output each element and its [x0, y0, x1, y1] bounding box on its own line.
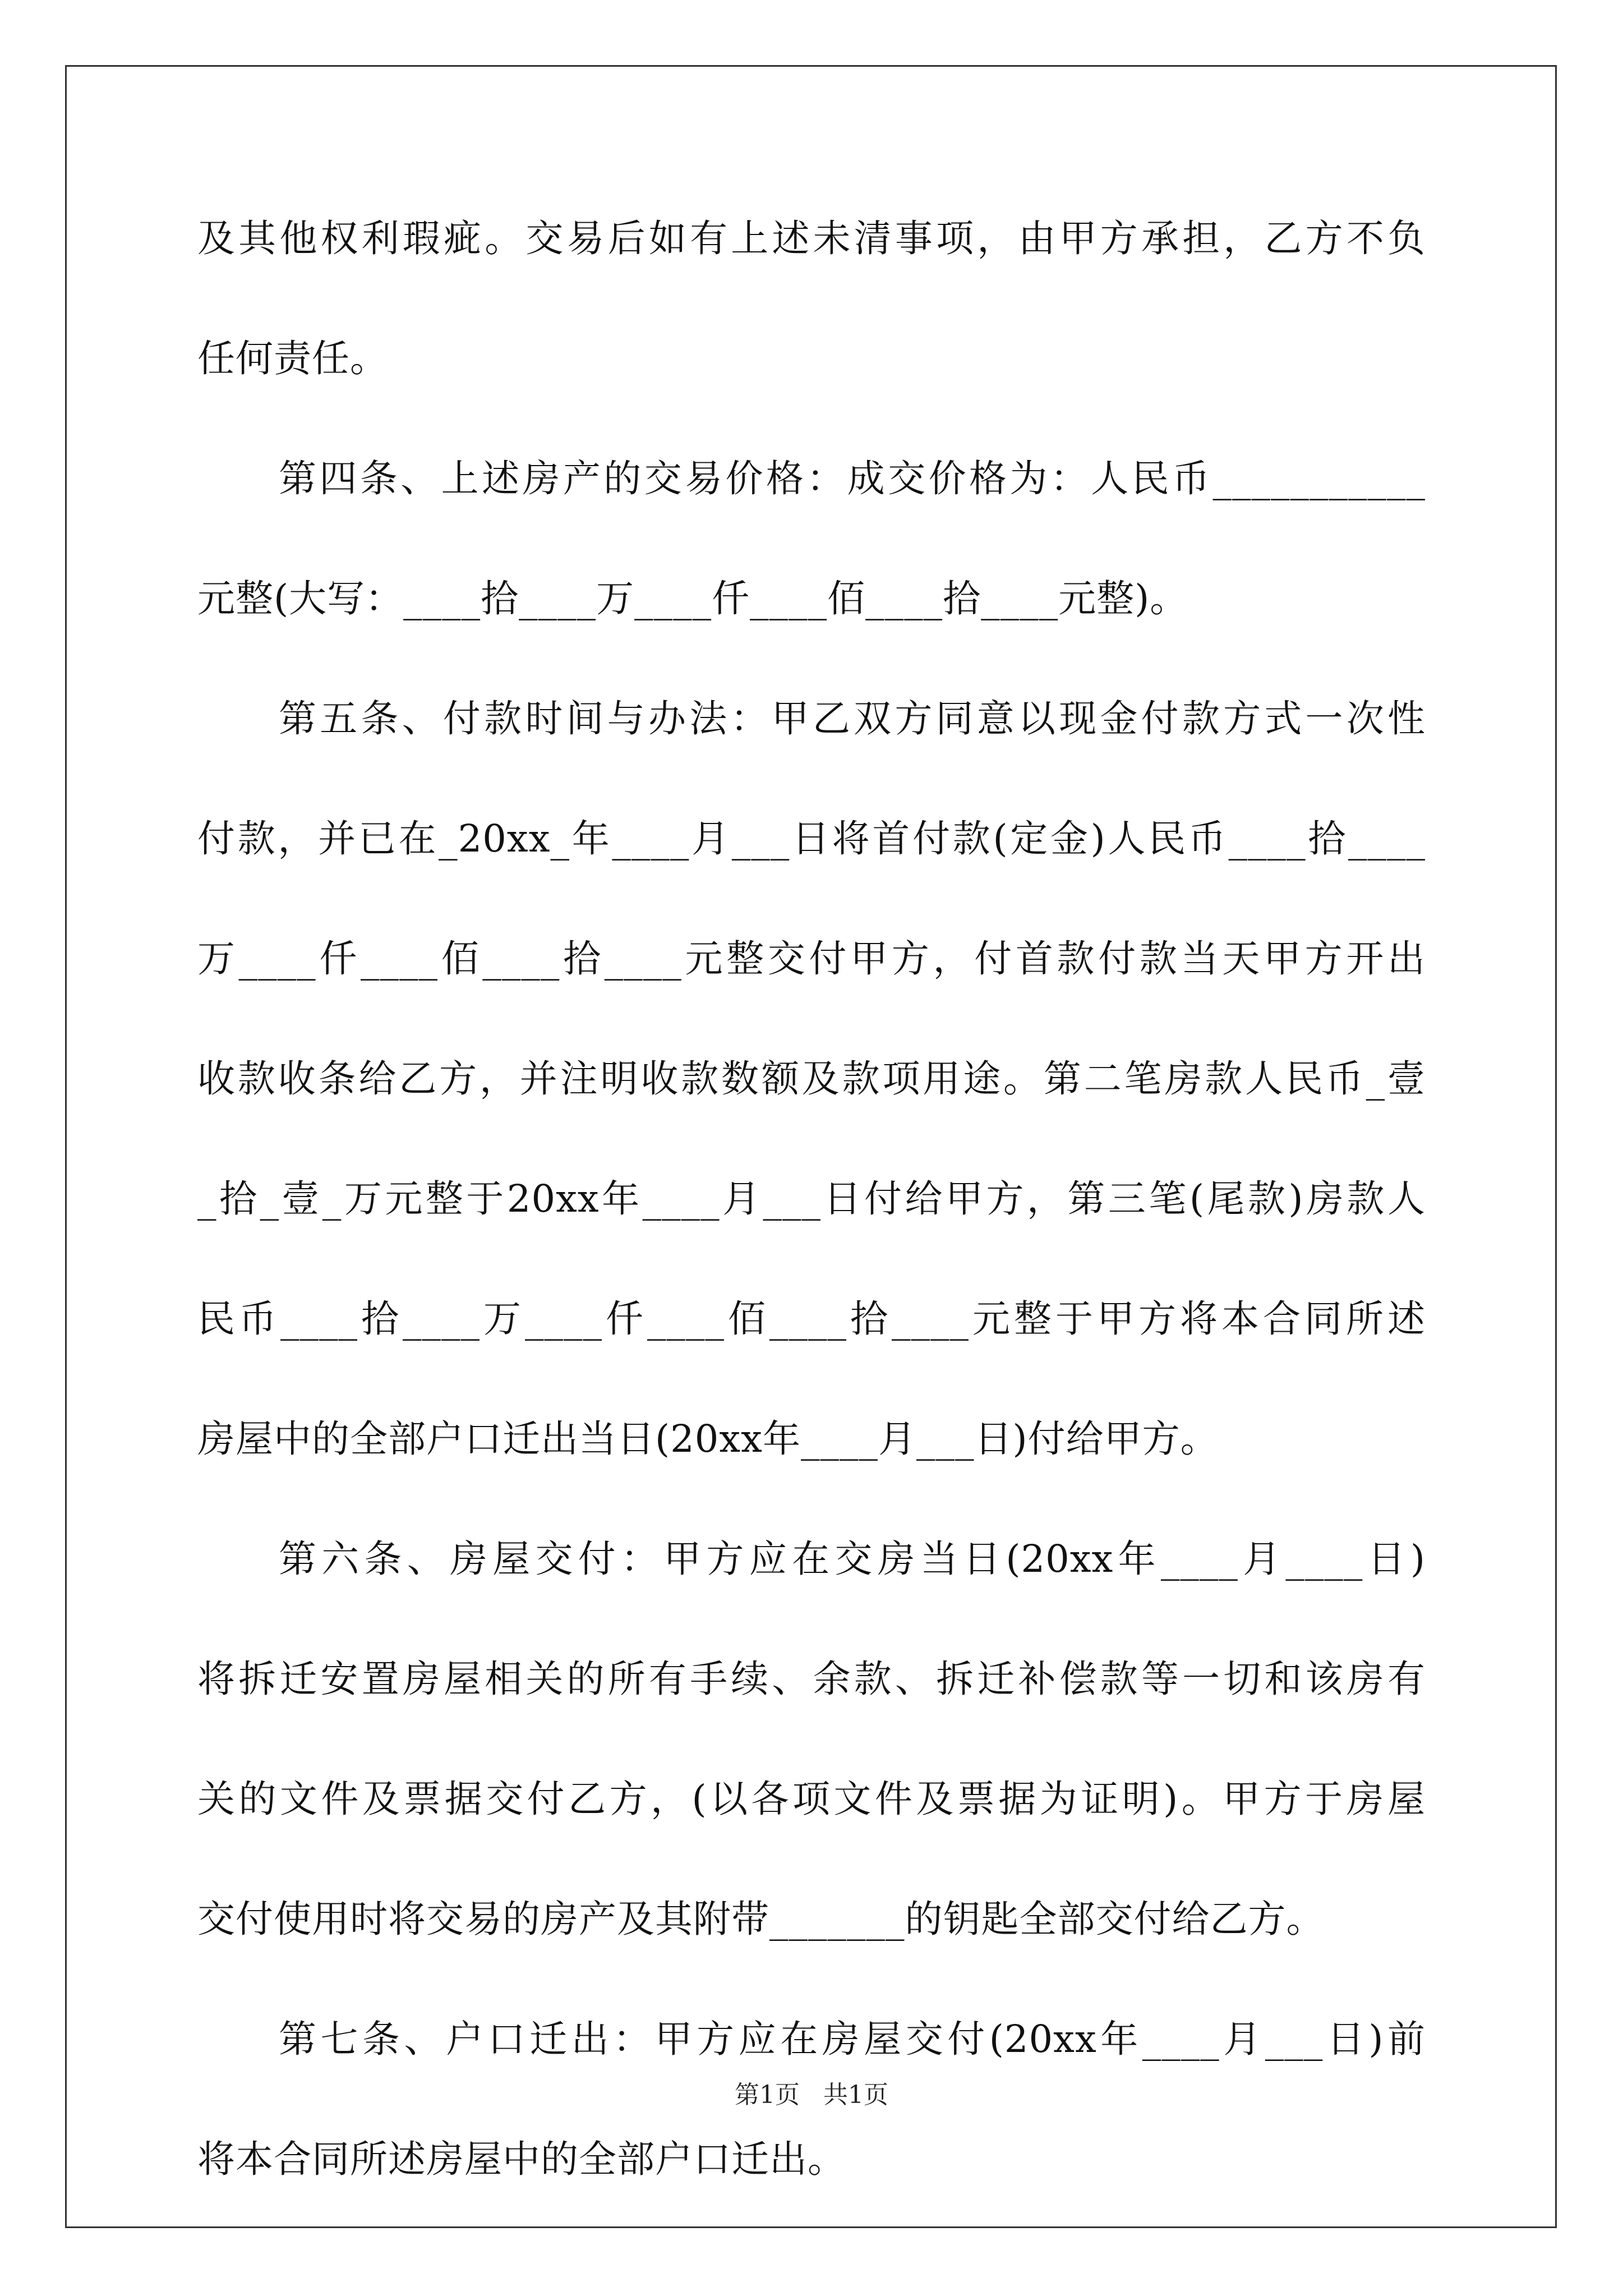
clause-5-heading-line: 第五条、付款时间与办法：甲乙双方同意以现金付款方式一次性 [279, 697, 1426, 740]
paragraph-line: 将本合同所述房屋中的全部户口迁出。 [197, 2137, 846, 2181]
paragraph-line: 民币____拾____万____仟____佰____拾____元整于甲方将本合同所述 [197, 1297, 1426, 1341]
page-number-footer: 第1页 共1页 [735, 2081, 888, 2109]
paragraph-line: 元整(大写：____拾____万____仟____佰____拾____元整)。 [197, 577, 1188, 620]
paragraph-line: _拾_壹_万元整于20xx年____月___日付给甲方，第三笔(尾款)房款人 [197, 1177, 1426, 1221]
paragraph-line: 万____仟____佰____拾____元整交付甲方，付首款付款当天甲方开出 [197, 937, 1426, 981]
clause-4-heading-line: 第四条、上述房产的交易价格：成交价格为：人民币___________ [279, 457, 1426, 500]
paragraph-line: 将拆迁安置房屋相关的所有手续、余款、拆迁补偿款等一切和该房有 [197, 1657, 1426, 1701]
clause-6-heading-line: 第六条、房屋交付：甲方应在交房当日(20xx年____月____日) [279, 1537, 1426, 1581]
document-body [197, 208, 1426, 2248]
paragraph-line: 及其他权利瑕疵。交易后如有上述未清事项，由甲方承担，乙方不负 [197, 217, 1426, 260]
paragraph-line: 付款，并已在_20xx_年____月___日将首付款(定金)人民币____拾____ [197, 817, 1426, 861]
paragraph-line: 关的文件及票据交付乙方，(以各项文件及票据为证明)。甲方于房屋 [197, 1777, 1426, 1821]
paragraph-line: 收款收条给乙方，并注明收款数额及款项用途。第二笔房款人民币_壹 [197, 1057, 1426, 1101]
paragraph-line: 交付使用时将交易的房产及其附带_______的钥匙全部交付给乙方。 [197, 1897, 1325, 1941]
paragraph-line: 房屋中的全部户口迁出当日(20xx年____月___日)付给甲方。 [197, 1417, 1219, 1461]
paragraph-line: 任何责任。 [197, 337, 388, 380]
clause-7-heading-line: 第七条、户口迁出：甲方应在房屋交付(20xx年____月___日)前 [279, 2017, 1426, 2061]
